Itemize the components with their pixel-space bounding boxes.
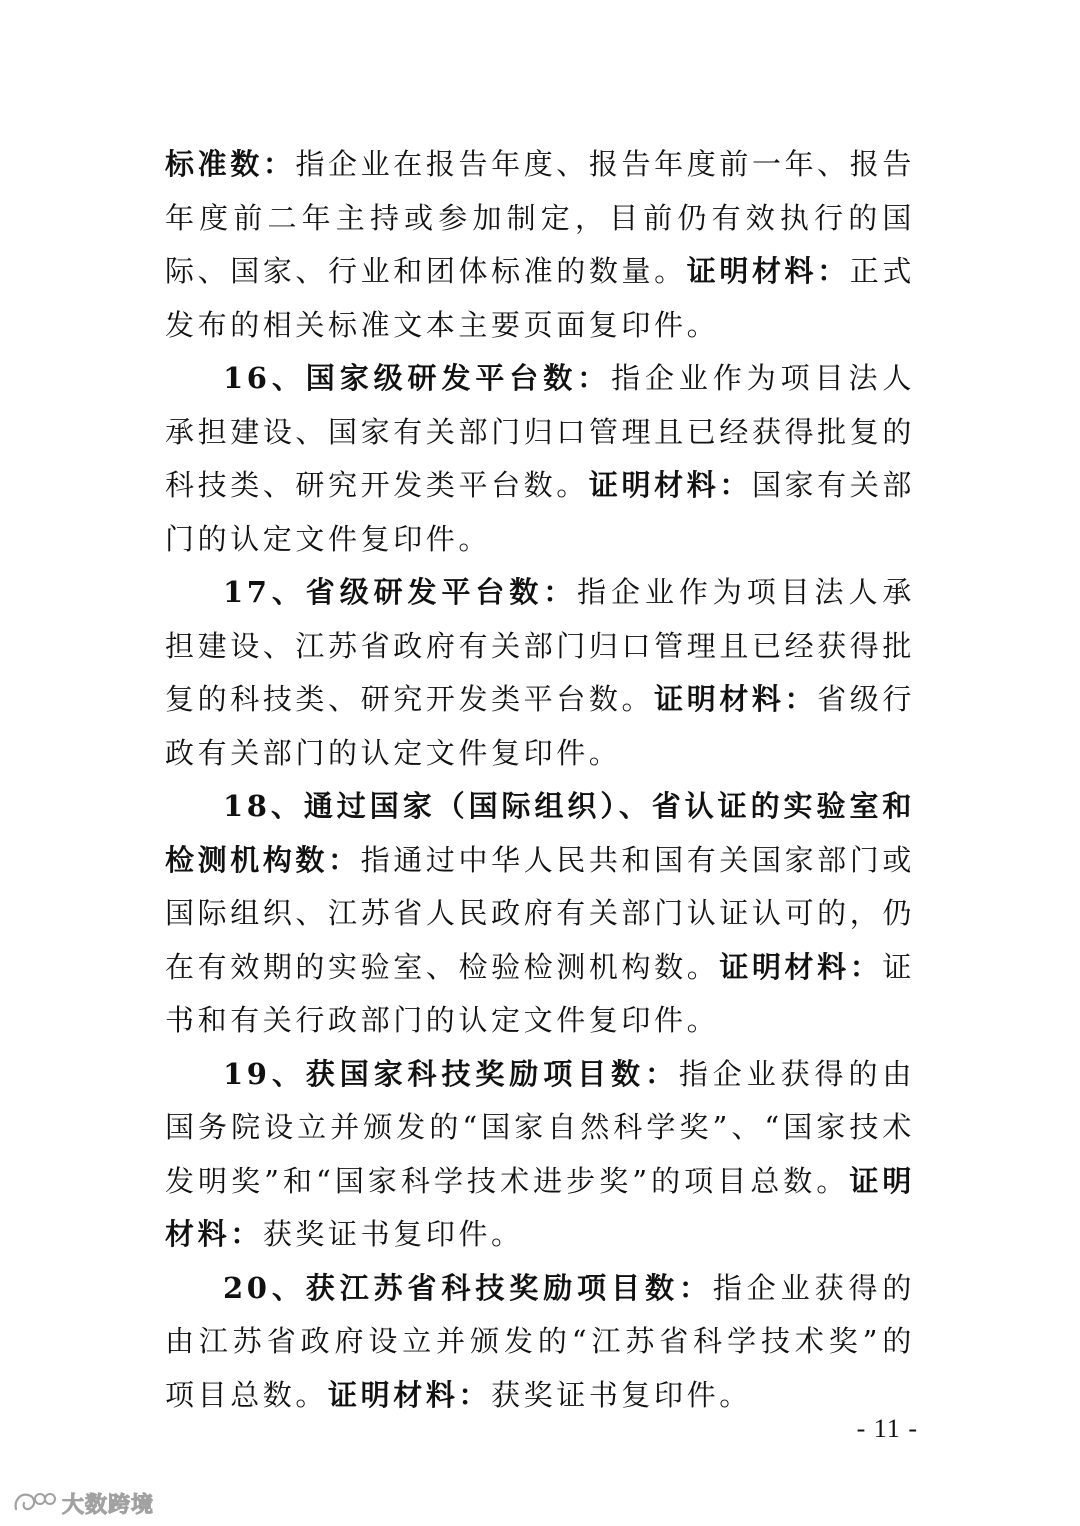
term-label: 20、获江苏省科技奖励项目数： — [223, 1270, 713, 1305]
page-number: - 11 - — [856, 1414, 918, 1443]
evidence-label: 证明材料： — [686, 254, 850, 288]
term-definition: 指企业作为项目法人承担建设、国家有关部门归口管理且已经获得批复的科技类、研究开发类平台数。 — [165, 361, 916, 502]
evidence-text: 获奖证书复印件。 — [491, 1377, 752, 1412]
term-definition: 指企业作为项目法人承担建设、江苏省政府有关部门归口管理且已经获得批复的科技类、研究开发类平台数。 — [165, 575, 915, 716]
evidence-text: 国家有关部门的认定文件复印件。 — [165, 468, 915, 556]
logo-icon — [12, 1489, 56, 1519]
term-definition: 指企业获得的由江苏省政府设立并颁发的“江苏省科学技术奖”的项目总数。 — [165, 1270, 915, 1412]
evidence-label: 证明材料： — [719, 949, 883, 984]
paragraph-item-20 — [165, 1262, 915, 1423]
paragraph-item-17 — [165, 566, 915, 780]
evidence-text: 正式发布的相关标准文本主要页面复印件。 — [165, 254, 915, 342]
term-definition: 指企业在报告年度、报告年度前一年、报告年度前二年主持或参加制定，目前仍有效执行的国际、国家、行业和团体标准的数量。 — [165, 147, 915, 288]
term-definition: 指通过中华人民共和国有关国家部门或国际组织、江苏省人民政府有关部门认证认可的，仍在有效期的实验室、检验检测机构数。 — [165, 842, 915, 984]
paragraph-item-16 — [165, 352, 915, 566]
paragraph-standards — [165, 138, 915, 352]
evidence-text: 省级行政有关部门的认定文件复印件。 — [165, 682, 915, 770]
evidence-text: 获奖证书复印件。 — [262, 1217, 524, 1251]
evidence-text: 证书和有关行政部门的认定文件复印件。 — [165, 949, 915, 1037]
document-body — [165, 138, 915, 1422]
watermark-text: 大数跨境 — [62, 1493, 155, 1518]
evidence-label: 证明材料： — [165, 1163, 915, 1251]
term-label: 17、省级研发平台数： — [223, 575, 578, 609]
evidence-label: 证明材料： — [328, 1377, 492, 1412]
evidence-label: 证明材料： — [588, 468, 752, 502]
term-label: 18、通过国家（国际组织）、省认证的实验室和检测机构数： — [165, 789, 915, 877]
paragraph-item-18 — [165, 780, 915, 1048]
watermark — [12, 1488, 154, 1519]
term-label: 16、国家级研发平台数： — [223, 361, 612, 395]
paragraph-item-19 — [165, 1048, 915, 1262]
term-label: 标准数： — [165, 147, 296, 181]
evidence-label: 证明材料： — [654, 682, 818, 716]
term-label: 19、获国家科技奖励项目数： — [223, 1056, 679, 1091]
term-definition: 指企业获得的由国务院设立并颁发的“国家自然科学奖”、“国家技术发明奖”和“国家科学技术进步奖”的项目总数。 — [165, 1056, 915, 1198]
